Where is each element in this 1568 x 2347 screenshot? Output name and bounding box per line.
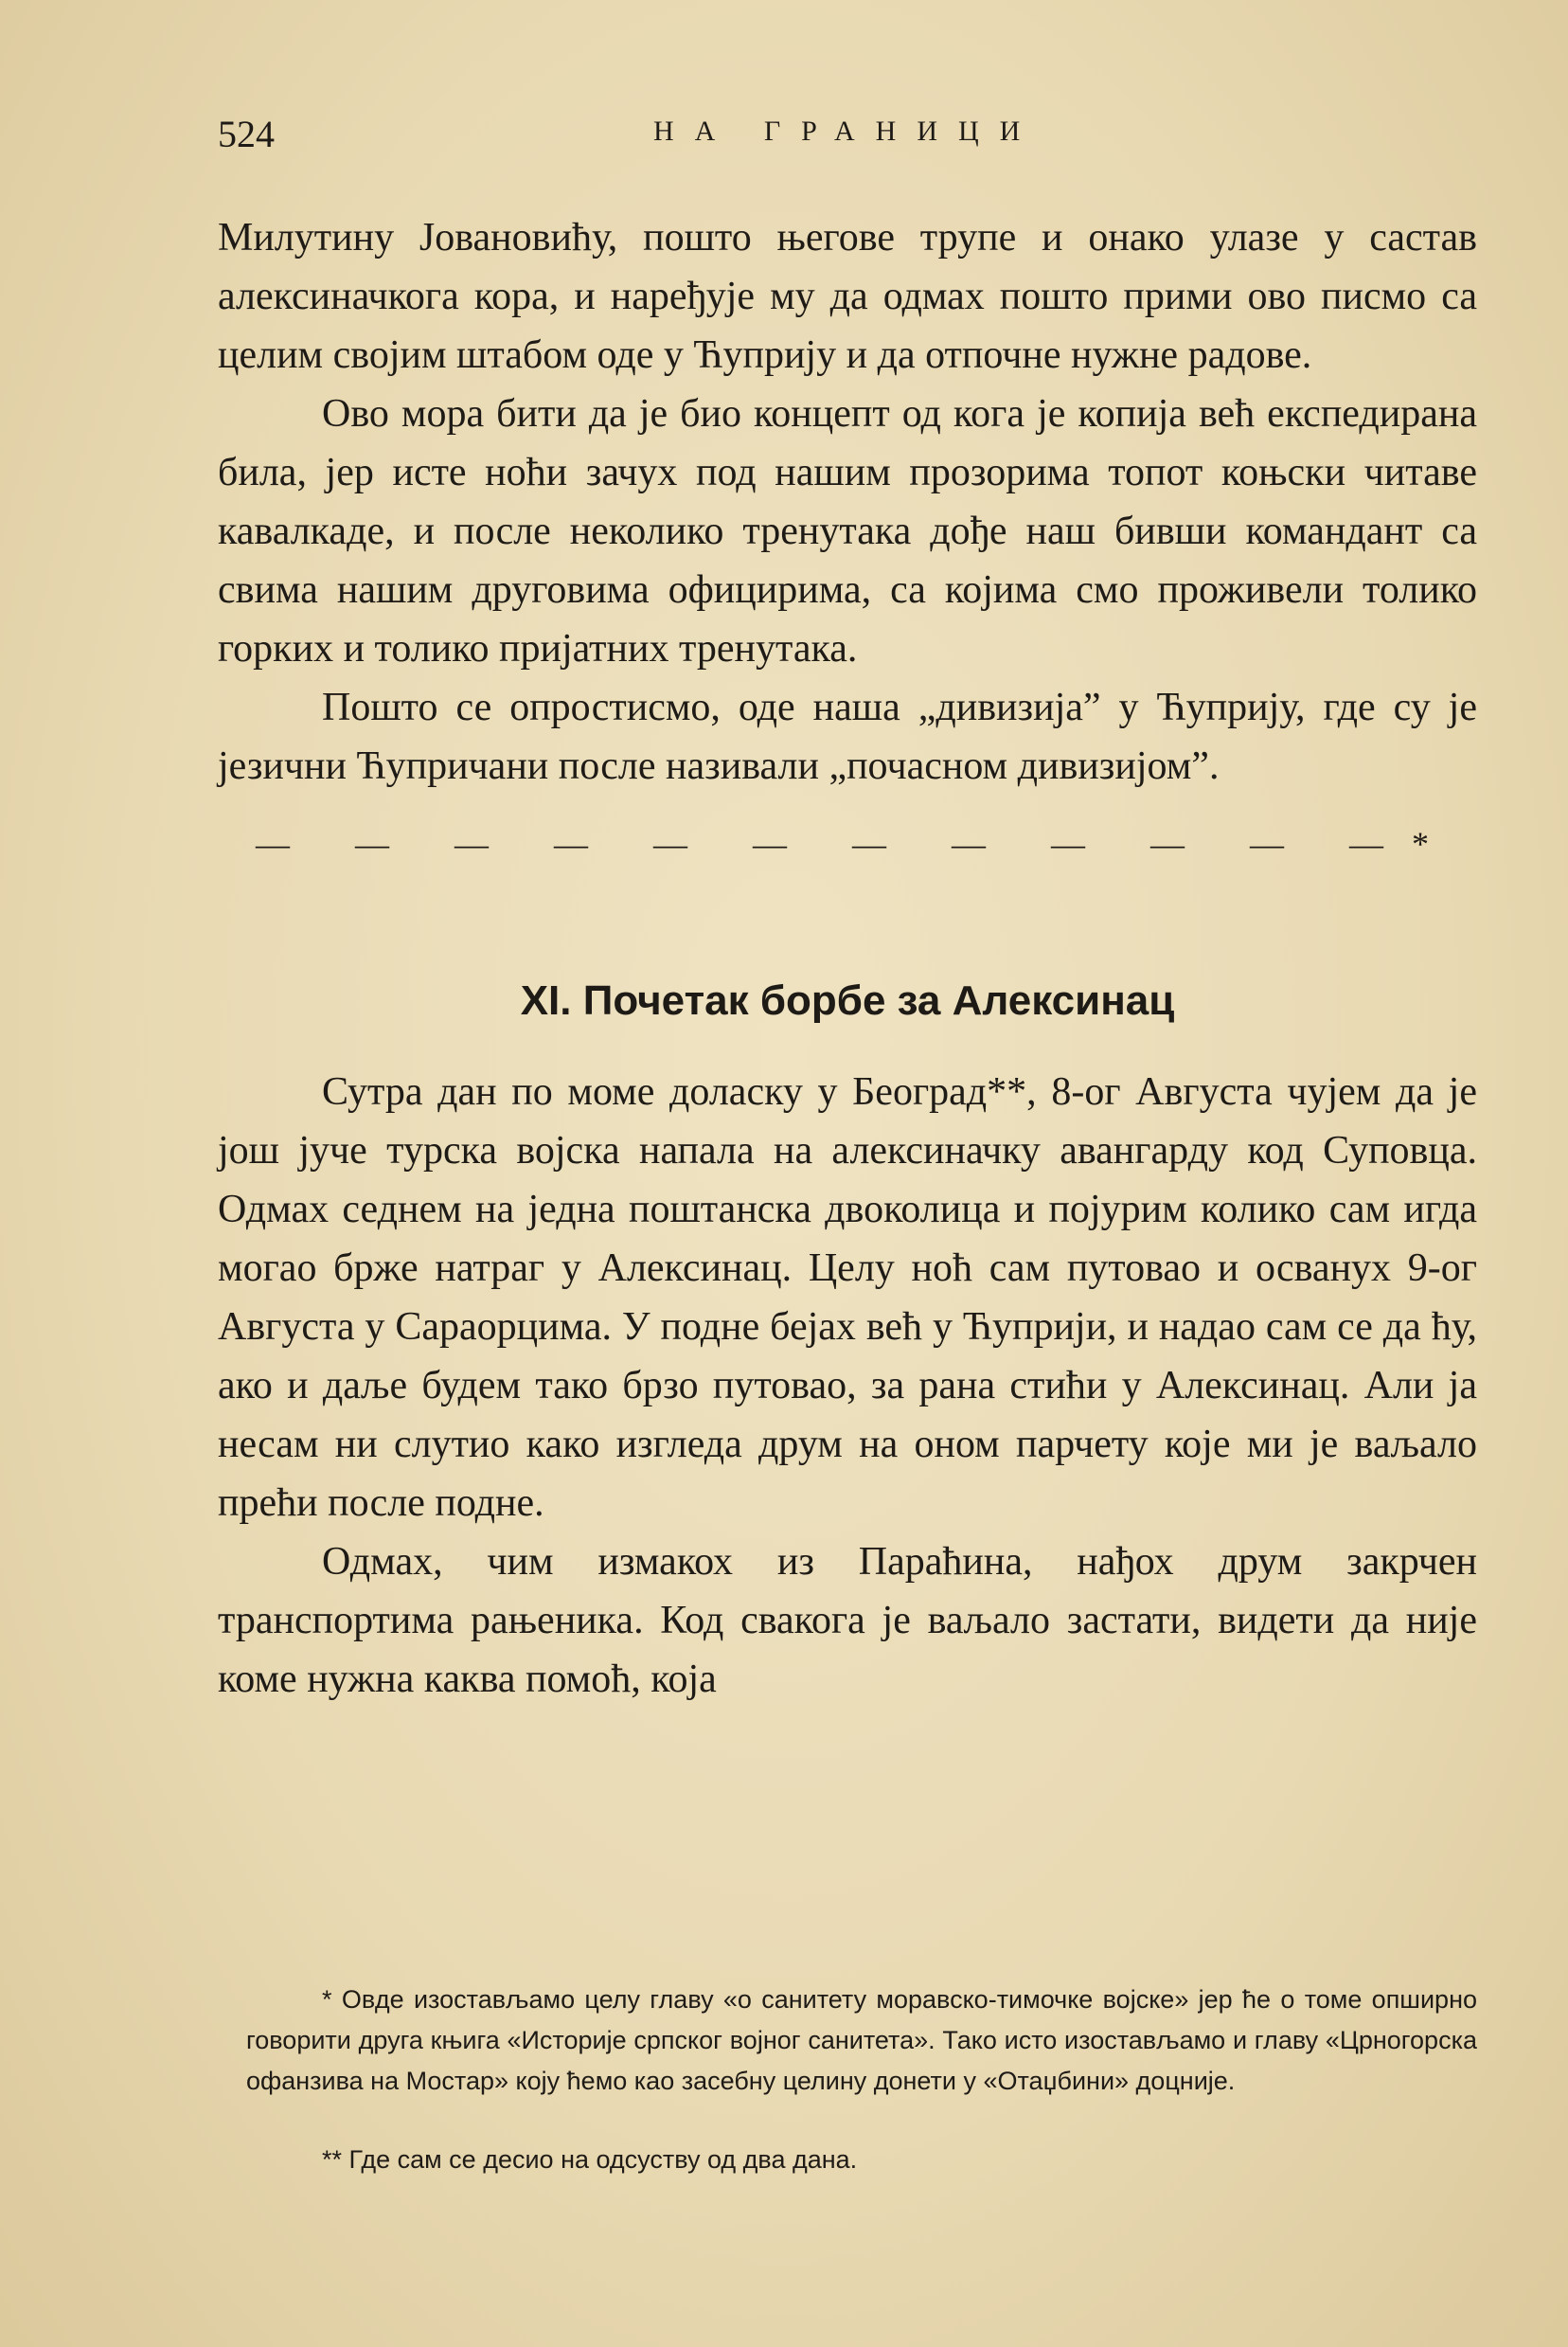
paragraph: Одмах, чим измакох из Параћина, нађох друм закрчен транспортима рањеника. Код свакога је ваљало застати, видети да није коме нужна каква помоћ, која — [218, 1540, 1477, 1701]
page-body — [218, 208, 1477, 1709]
running-head: НА ГРАНИЦИ — [653, 116, 1042, 147]
page-number: 524 — [218, 113, 275, 155]
chapter-title: XI. Почетак борбе за Алексинац — [520, 977, 1175, 1024]
footnotes — [246, 1980, 1477, 2180]
footnote: * Овде изостављамо целу главу «о санитету моравско-тимочке војске» јер ће о томе опширно говорити друга књига «Историје српског војног санитета». Тако исто изостављамо и главу «Црногорска офанзива на Мостар» коју ћемо као засебну целину донети у «Отаџбини» доцније. — [246, 1985, 1477, 2095]
paragraph: Сутра дан по моме доласку у Београд**, 8-ог Августа чујем да је још јуче турска војска напала на алексиначку авангарду код Суповца. Одмах седнем на једна поштанска двоколица и појурим колико сам игда могао брже натраг у Алексинац. Целу ноћ сам путовао и освануx 9-ог Августа у Сараорцима. У подне бејах већ у Ћуприји, и надао сам се да ћу, ако и даље будем тако брзо путовао, за рана стићи у Алексинац. Али ја несам ни слутио како изгледа друм на оном парчету које ми је ваљало прећи после подне. — [218, 1070, 1477, 1525]
paragraph: Милутину Јовановићу, пошто његове трупе и онако улазе у састав алексиначкога кора, и наређује му да одмах пошто прими ово писмо са целим својим штабом оде у Ћуприју и да отпочне нужне радове. — [218, 216, 1477, 377]
paragraph: Ово мора бити да је био концепт од кога је копија већ експедирана била, јер исте ноћи зачух под нашим прозорима топот коњски читаве кавалкаде, и после неколико тренутака дође наш бивши командант са свима нашим друговима официрима, са којима смо проживели толико горких и толико пријатних тренутака. — [218, 392, 1477, 671]
footnote: ** Где сам се десио на одсуству од два дана. — [322, 2145, 858, 2174]
paragraph: Пошто се опростисмо, оде наша „дивизија” у Ћуприју, где су је језични Ћупричани после називали „почасном дивизијом”. — [218, 686, 1477, 788]
page-header — [218, 112, 1487, 169]
section-separator: — — — — — — — — — — — —* — [256, 825, 1457, 863]
